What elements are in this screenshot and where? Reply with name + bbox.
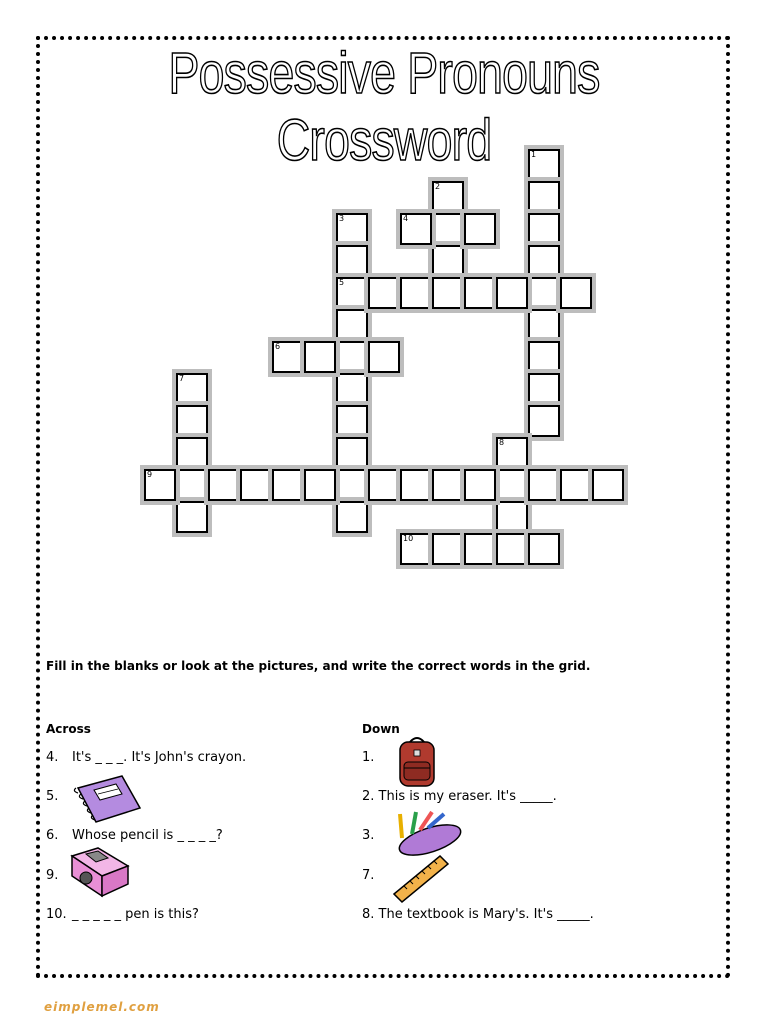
down-heading: Down	[362, 722, 400, 736]
grid-cell[interactable]	[464, 533, 496, 565]
across-clue-5: 5.	[46, 789, 59, 804]
grid-number: 4	[403, 214, 409, 223]
grid-cell[interactable]	[304, 341, 336, 373]
grid-cell[interactable]	[336, 373, 368, 405]
site-footer: eimplemel.com	[44, 1000, 160, 1014]
grid-cell[interactable]	[432, 213, 464, 245]
grid-cell[interactable]	[368, 469, 400, 501]
grid-cell[interactable]	[432, 533, 464, 565]
grid-cell[interactable]	[592, 469, 624, 501]
grid-cell[interactable]	[528, 213, 560, 245]
grid-cell[interactable]	[464, 213, 496, 245]
grid-number: 2	[435, 182, 441, 191]
grid-cell[interactable]	[336, 405, 368, 437]
grid-cell[interactable]	[464, 469, 496, 501]
grid-number: 8	[499, 438, 505, 447]
grid-cell[interactable]	[496, 277, 528, 309]
grid-cell[interactable]	[176, 501, 208, 533]
grid-cell[interactable]	[528, 341, 560, 373]
grid-cell[interactable]	[432, 469, 464, 501]
grid-cell[interactable]	[528, 277, 560, 309]
grid-number: 9	[147, 470, 153, 479]
down-clue-3: 3.	[362, 828, 375, 843]
grid-cell[interactable]	[272, 469, 304, 501]
across-heading: Across	[46, 722, 91, 736]
grid-number: 5	[339, 278, 345, 287]
grid-cell[interactable]	[336, 437, 368, 469]
grid-cell[interactable]	[368, 341, 400, 373]
grid-cell[interactable]	[528, 533, 560, 565]
grid-cell[interactable]	[496, 533, 528, 565]
pencil-sharpener-icon	[68, 846, 134, 898]
across-clue-9: 9.	[46, 868, 59, 883]
grid-cell[interactable]	[176, 469, 208, 501]
grid-cell[interactable]	[528, 373, 560, 405]
grid-number: 3	[339, 214, 345, 223]
notebook-icon	[70, 774, 144, 824]
down-clue-8: 8. The textbook is Mary's. It's _____.	[362, 907, 594, 922]
backpack-icon	[394, 736, 440, 790]
grid-cell[interactable]	[400, 277, 432, 309]
grid-cell[interactable]	[336, 501, 368, 533]
grid-cell[interactable]	[336, 245, 368, 277]
grid-cell[interactable]	[528, 405, 560, 437]
grid-cell[interactable]	[432, 245, 464, 277]
grid-cell[interactable]	[464, 277, 496, 309]
grid-cell[interactable]	[336, 341, 368, 373]
grid-cell[interactable]	[496, 469, 528, 501]
grid-cell[interactable]	[560, 277, 592, 309]
grid-number: 6	[275, 342, 281, 351]
grid-cell[interactable]	[496, 501, 528, 533]
grid-cell[interactable]	[176, 405, 208, 437]
grid-cell[interactable]	[560, 469, 592, 501]
grid-number: 1	[531, 150, 537, 159]
grid-cell[interactable]	[528, 469, 560, 501]
grid-cell[interactable]	[208, 469, 240, 501]
grid-cell[interactable]	[528, 245, 560, 277]
across-clue-10: 10. _ _ _ _ _ pen is this?	[46, 907, 199, 922]
grid-cell[interactable]	[336, 469, 368, 501]
grid-cell[interactable]	[528, 181, 560, 213]
grid-cell[interactable]	[432, 277, 464, 309]
grid-cell[interactable]	[336, 309, 368, 341]
grid-cell[interactable]	[400, 469, 432, 501]
grid-number: 7	[179, 374, 185, 383]
ruler-icon	[392, 852, 452, 904]
grid-number: 10	[403, 534, 414, 543]
grid-cell[interactable]	[528, 309, 560, 341]
grid-cell[interactable]	[368, 277, 400, 309]
grid-cell[interactable]	[240, 469, 272, 501]
grid-cell[interactable]	[304, 469, 336, 501]
across-clue-6: 6. Whose pencil is _ _ _ _?	[46, 828, 223, 843]
down-clue-2: 2. This is my eraser. It's _____.	[362, 789, 557, 804]
down-clue-7: 7.	[362, 868, 375, 883]
down-clue-1: 1.	[362, 750, 375, 765]
page-title: Possessive Pronouns Crossword	[168, 41, 600, 173]
grid-cell[interactable]	[176, 437, 208, 469]
instructions: Fill in the blanks or look at the pictures, and write the correct words in the grid.	[46, 659, 591, 673]
across-clue-4: 4. It's _ _ _. It's John's crayon.	[46, 750, 247, 765]
